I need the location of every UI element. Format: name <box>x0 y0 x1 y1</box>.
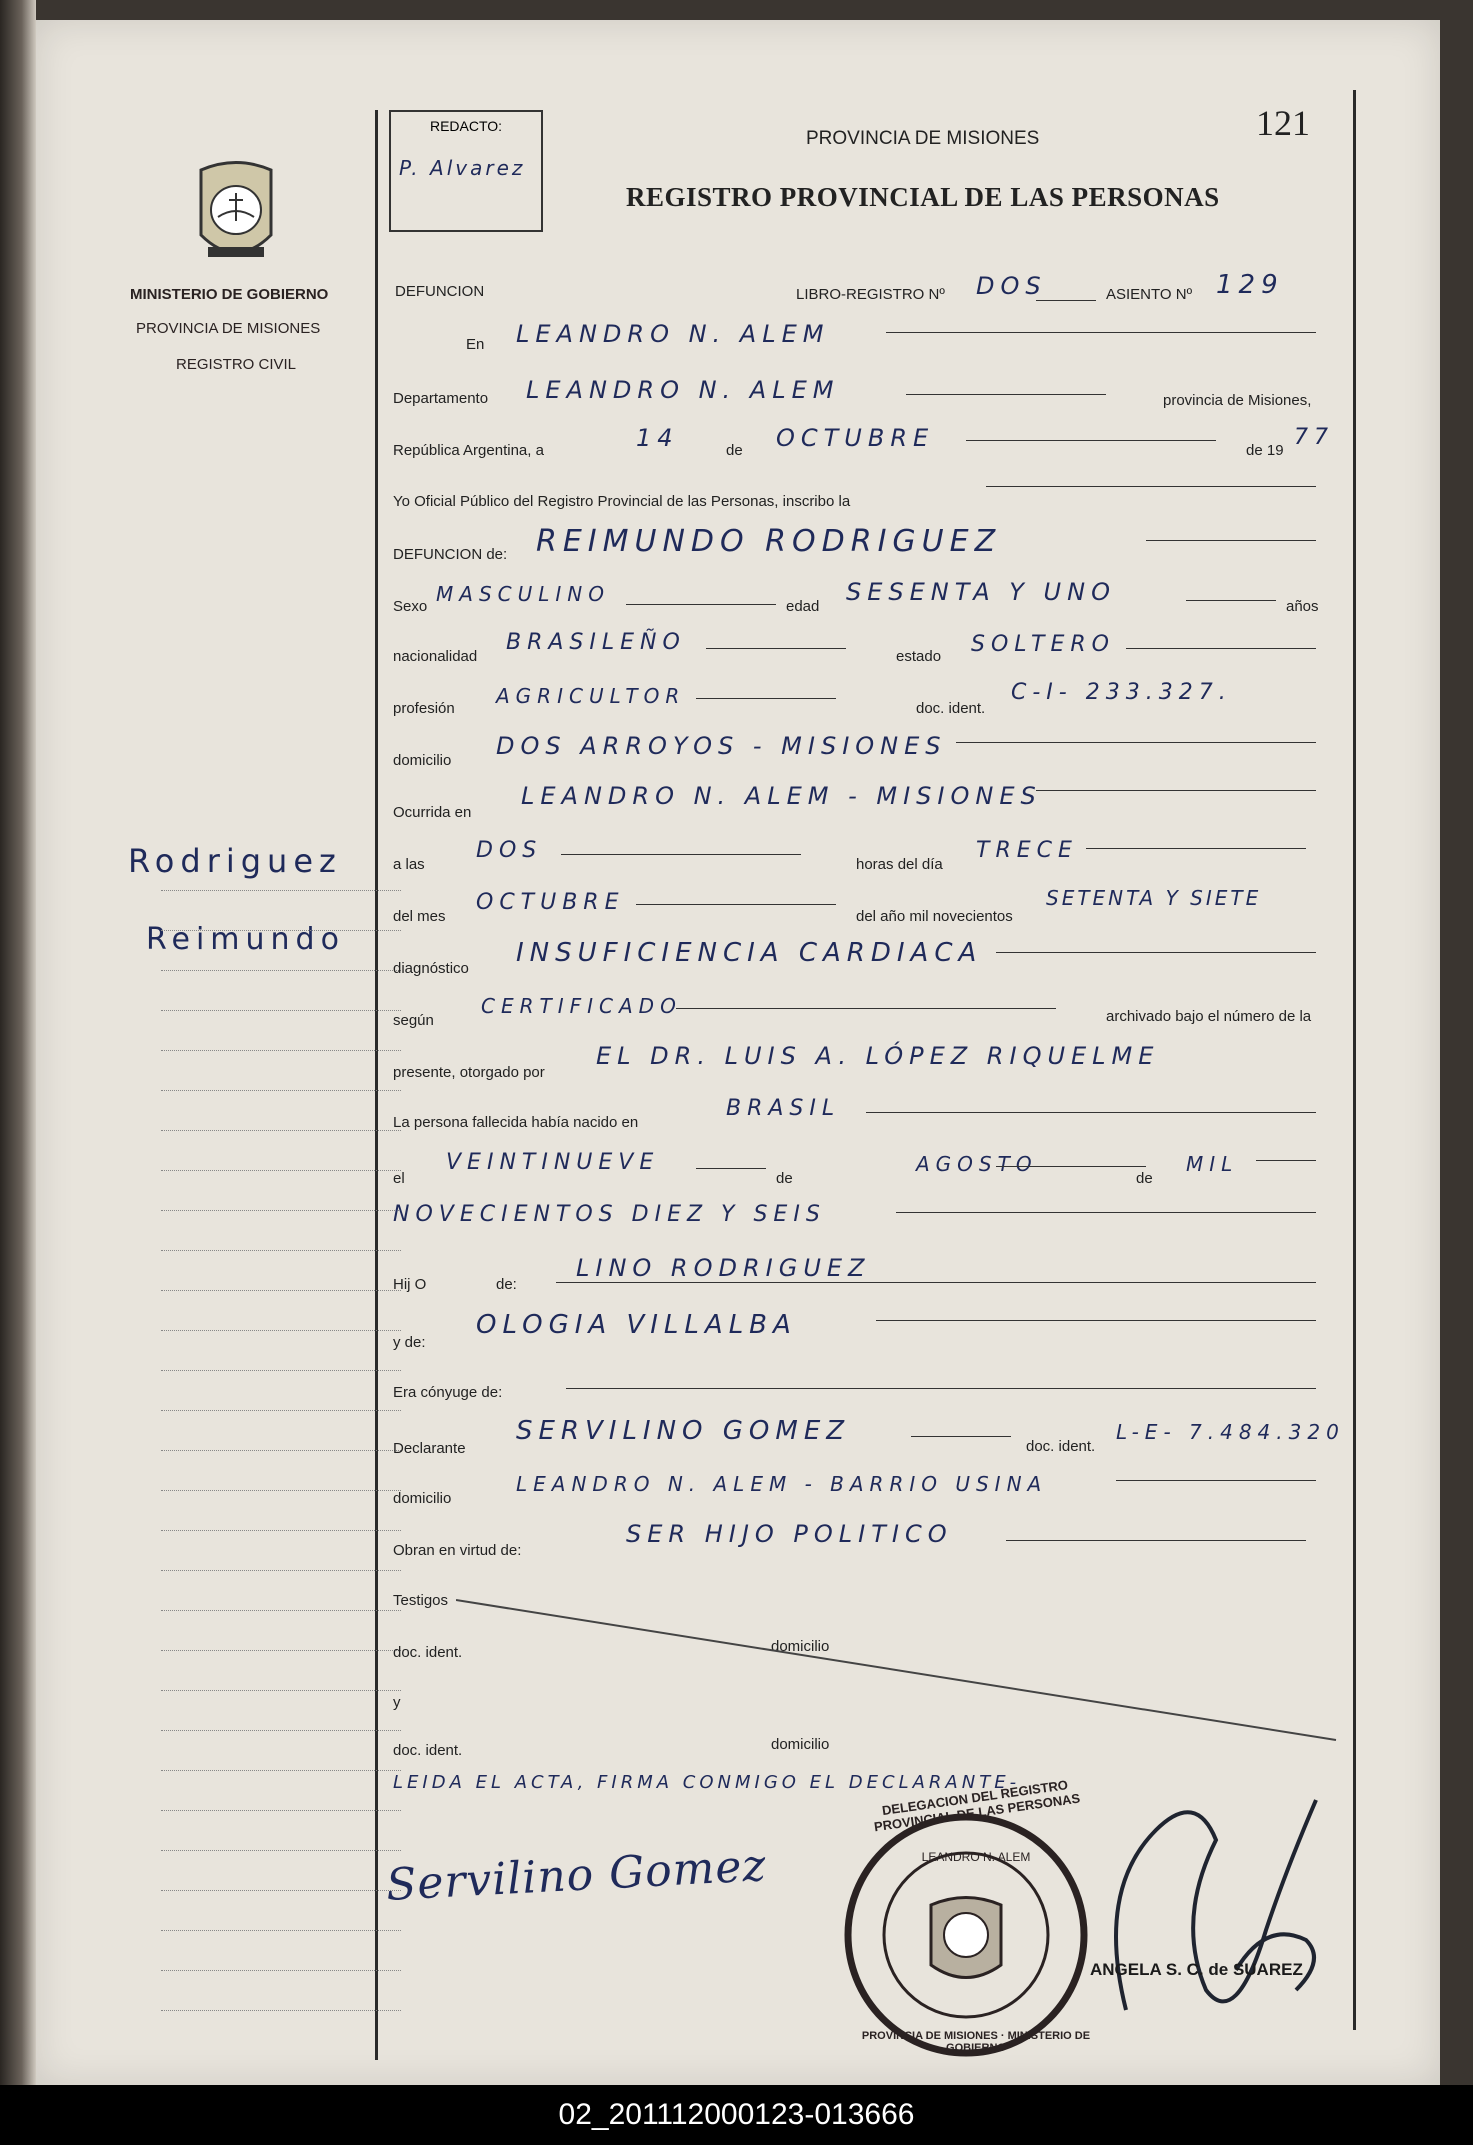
libro-label: LIBRO-REGISTRO Nº <box>796 286 945 303</box>
margin-dotted-line <box>161 1410 401 1411</box>
margin-dotted-line <box>161 1450 401 1451</box>
declarante-label: Declarante <box>393 1440 466 1457</box>
redacto-value: P. Alvarez <box>399 156 526 180</box>
sexo-label: Sexo <box>393 598 428 615</box>
margin-dotted-line <box>161 890 401 891</box>
ministry-line-3: REGISTRO CIVIL <box>176 356 297 373</box>
page-number: 121 <box>1256 103 1310 143</box>
del-ano-label: del año mil novecientos <box>856 908 1013 925</box>
margin-dotted-line <box>161 1810 401 1811</box>
declarante-doc-value: L-E- 7.484.320 <box>1116 1420 1345 1444</box>
a-las-value: DOS <box>476 838 543 863</box>
a-las-label: a las <box>393 856 425 873</box>
margin-dotted-line <box>161 1730 401 1731</box>
margin-dotted-line <box>161 1530 401 1531</box>
month-value: OCTUBRE <box>776 424 935 452</box>
testigo1-doc-label: doc. ident. <box>393 1644 463 1661</box>
margin-dotted-line <box>161 1050 401 1051</box>
margin-dotted-line <box>161 1850 401 1851</box>
ministry-line-2: PROVINCIA DE MISIONES <box>136 320 321 337</box>
margin-dotted-line <box>161 1330 401 1331</box>
margin-given-name: Reimundo <box>146 922 345 957</box>
margin-dotted-line <box>161 1290 401 1291</box>
declarante-domicilio-value: LEANDRO N. ALEM - BARRIO USINA <box>516 1472 1048 1496</box>
province-heading: PROVINCIA DE MISIONES <box>806 128 1040 149</box>
book-spine <box>0 0 36 2100</box>
nacionalidad-label: nacionalidad <box>393 648 478 665</box>
estado-value: SOLTERO <box>971 632 1115 657</box>
de2-value: AGOSTO <box>916 1152 1038 1176</box>
margin-dotted-line <box>161 1650 401 1651</box>
en-label: En <box>466 336 485 353</box>
margin-dotted-line <box>161 1490 401 1491</box>
obran-label: Obran en virtud de: <box>393 1542 522 1559</box>
el-label: el <box>393 1170 405 1187</box>
nacido-label: La persona fallecida había nacido en <box>393 1114 639 1131</box>
anos-label: años <box>1286 598 1319 615</box>
registry-title: REGISTRO PROVINCIAL DE LAS PERSONAS <box>626 182 1220 212</box>
diagnostico-label: diagnóstico <box>393 960 469 977</box>
obran-value: SER HIJO POLITICO <box>626 1520 953 1548</box>
day-value: 14 <box>636 424 679 452</box>
margin-dotted-line <box>161 1370 401 1371</box>
el-value: VEINTINUEVE <box>446 1150 660 1175</box>
edad-label: edad <box>786 598 820 615</box>
segun-label: según <box>393 1012 434 1029</box>
margin-dotted-line <box>161 1210 401 1211</box>
sexo-value: MASCULINO <box>436 582 610 606</box>
segun-value: CERTIFICADO <box>481 994 682 1018</box>
stamp-bottom-text: PROVINCIA DE MISIONES · MINISTERIO DE GOBIERNO <box>861 2030 1091 2054</box>
declarante-domicilio-label: domicilio <box>393 1490 452 1507</box>
presente-value: EL DR. LUIS A. LÓPEZ RIQUELME <box>596 1042 1160 1070</box>
margin-dotted-line <box>161 1090 401 1091</box>
margin-dotted-line <box>161 2010 401 2011</box>
stamp-text: DELEGACION DEL REGISTRO PROVINCIAL DE LAS PERSONAS <box>873 1777 1081 1835</box>
de3-value: MIL <box>1186 1152 1239 1176</box>
margin-dotted-line <box>161 970 401 971</box>
nacionalidad-value: BRASILEÑO <box>506 630 686 655</box>
declarante-value: SERVILINO GOMEZ <box>516 1416 851 1446</box>
diagnostico-value: INSUFICIENCIA CARDIACA <box>516 938 983 968</box>
testigo2-doc-label: doc. ident. <box>393 1742 463 1759</box>
coat-of-arms-emblem <box>186 155 286 275</box>
official-signature <box>1066 1770 1346 2050</box>
profesion-value: AGRICULTOR <box>496 684 686 708</box>
y-de-value: OLOGIA VILLALBA <box>476 1310 797 1340</box>
ministry-line-1: MINISTERIO DE GOBIERNO <box>130 286 329 303</box>
left-vertical-rule <box>375 110 378 2060</box>
testigo1-domicilio-label: domicilio <box>771 1638 830 1655</box>
defuncion-de-label: DEFUNCION de: <box>393 546 508 563</box>
profesion-label: profesión <box>393 700 455 717</box>
del-mes-value: OCTUBRE <box>476 890 625 915</box>
domicilio-value: DOS ARROYOS - MISIONES <box>496 732 947 760</box>
birth-year-words: NOVECIENTOS DIEZ Y SEIS <box>393 1202 826 1227</box>
margin-surname: Rodriguez <box>128 842 342 880</box>
document-id-footer: 02_201112000123-013666 <box>0 2085 1473 2145</box>
departamento-value: LEANDRO N. ALEM <box>526 376 840 404</box>
testigo-y-label: y <box>393 1694 401 1711</box>
ocurrida-label: Ocurrida en <box>393 804 472 821</box>
departamento-label: Departamento <box>393 390 489 407</box>
testigo2-domicilio-label: domicilio <box>771 1736 830 1753</box>
yo-oficial-text: Yo Oficial Público del Registro Provincial de las Personas, inscribo la <box>393 493 851 510</box>
hijo-de-label: de: <box>496 1276 517 1293</box>
redacto-box <box>389 110 543 232</box>
doc-ident-value: C-I- 233.327. <box>1011 680 1232 705</box>
margin-dotted-line <box>161 1690 401 1691</box>
ocurrida-value: LEANDRO N. ALEM - MISIONES <box>521 782 1042 810</box>
asiento-label: ASIENTO Nº <box>1106 286 1193 303</box>
republica-label: República Argentina, a <box>393 442 544 459</box>
stamp-inner-text: LEANDRO N. ALEM <box>921 1850 1031 1864</box>
y-de-label: y de: <box>393 1334 426 1351</box>
year-prefix: de 19 <box>1246 442 1284 459</box>
archivado-label: archivado bajo el número de la <box>1106 1008 1312 1025</box>
domicilio-label: domicilio <box>393 752 452 769</box>
margin-dotted-line <box>161 1130 401 1131</box>
margin-dotted-line <box>161 1010 401 1011</box>
hijo-label: Hij O <box>393 1276 427 1293</box>
testigos-label: Testigos <box>393 1592 449 1609</box>
defuncion-heading: DEFUNCION <box>395 283 485 300</box>
year-value: 77 <box>1294 425 1334 450</box>
margin-dotted-line <box>161 1970 401 1971</box>
register-page <box>36 20 1440 2085</box>
redacto-label: REDACTO: <box>429 118 503 134</box>
estado-label: estado <box>896 648 942 665</box>
margin-dotted-line <box>161 1770 401 1771</box>
margin-dotted-line <box>161 1890 401 1891</box>
defuncion-de-value: REIMUNDO RODRIGUEZ <box>536 524 1002 559</box>
horas-label: horas del día <box>856 856 943 873</box>
doc-ident-label: doc. ident. <box>916 700 986 717</box>
del-mes-label: del mes <box>393 908 446 925</box>
hijo-de-value: LINO RODRIGUEZ <box>576 1254 871 1282</box>
closing-statement: LEIDA EL ACTA, FIRMA CONMIGO EL DECLARANTE- <box>393 1772 1021 1793</box>
en-value: LEANDRO N. ALEM <box>516 320 830 348</box>
registry-stamp <box>836 1805 1096 2065</box>
declarante-doc-label: doc. ident. <box>1026 1438 1096 1455</box>
edad-value: SESENTA Y UNO <box>846 578 1116 606</box>
official-name: ANGELA S. C. de SUAREZ <box>1090 1960 1303 1979</box>
margin-dotted-line <box>161 1570 401 1571</box>
witness-strike-line <box>456 1590 1356 1770</box>
margin-dotted-line <box>161 1250 401 1251</box>
presente-label: presente, otorgado por <box>393 1064 545 1081</box>
del-ano-value: SETENTA Y SIETE <box>1046 886 1262 910</box>
provincia-label: provincia de Misiones, <box>1163 392 1312 409</box>
conyuge-label: Era cónyuge de: <box>393 1384 503 1401</box>
de2-label: de <box>776 1170 793 1187</box>
de-label: de <box>726 442 743 459</box>
margin-dotted-line <box>161 1170 401 1171</box>
nacido-value: BRASIL <box>726 1096 841 1121</box>
margin-dotted-line <box>161 1930 401 1931</box>
margin-dotted-line <box>161 930 401 931</box>
de3-label: de <box>1136 1170 1153 1187</box>
libro-value: DOS <box>976 272 1047 300</box>
declarant-signature: Servilino Gomez <box>384 1840 768 1911</box>
asiento-value: 129 <box>1216 270 1284 300</box>
horas-value: TRECE <box>976 838 1078 863</box>
margin-dotted-line <box>161 1610 401 1611</box>
